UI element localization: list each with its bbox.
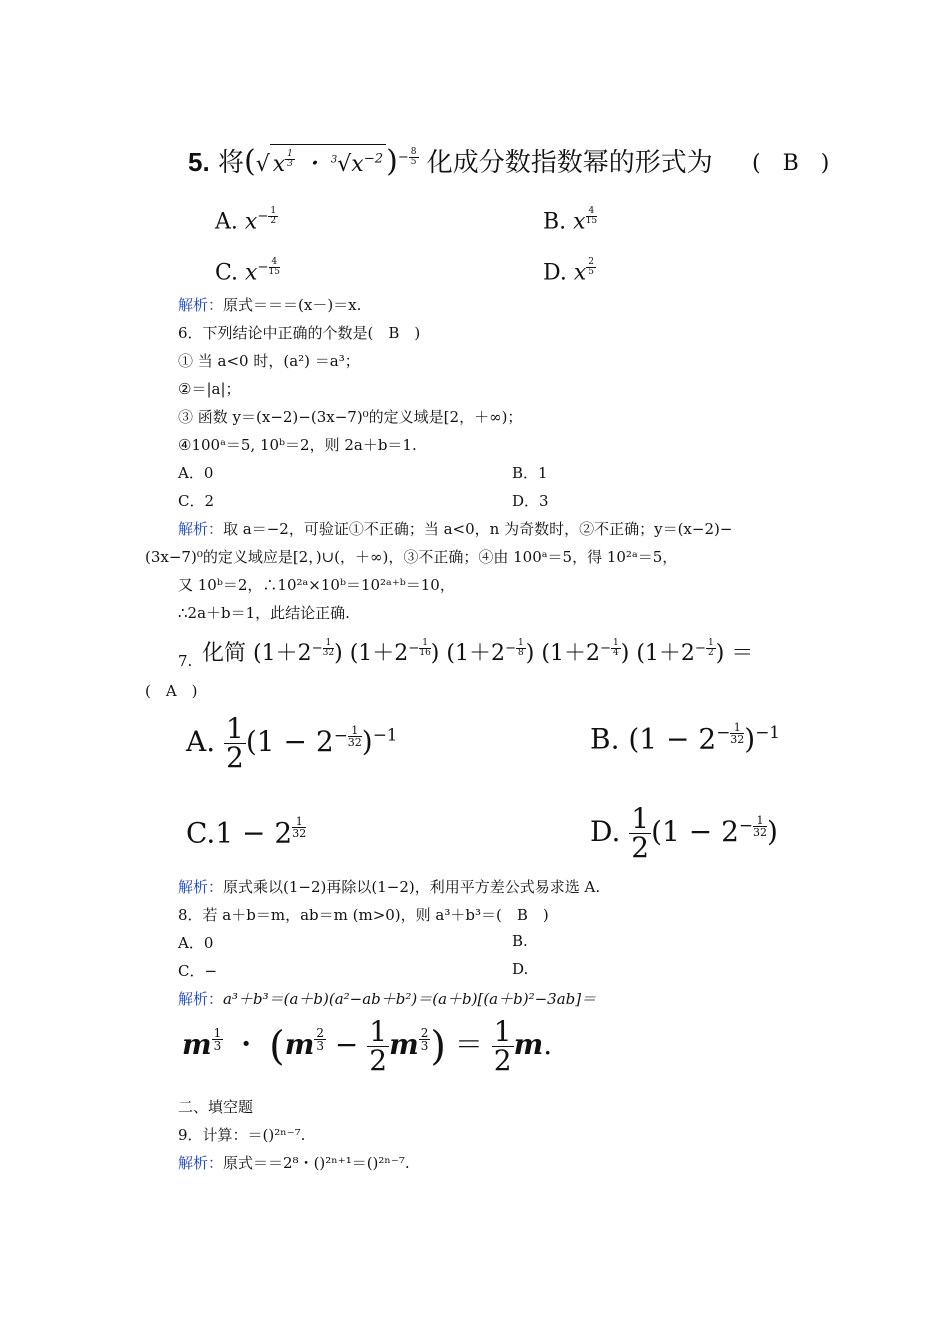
q6-option-b: B．1 xyxy=(512,464,548,482)
q6-option-d: D．3 xyxy=(512,492,549,510)
q8-solution: 解析：a³＋b³＝(a＋b)(a²−ab＋b²)＝(a＋b)[(a＋b)²−3ab]＝ xyxy=(178,990,597,1008)
q6-solution-line-1: 解析：取 a＝−2，可验证①不正确；当 a<0，n 为奇数时，②不正确；y＝(x−2)− xyxy=(178,520,733,538)
q8-option-a: A．0 xyxy=(178,934,214,952)
q8-option-d: D. xyxy=(512,960,529,978)
q8-stem: 8．若 a＋b＝m，ab＝m (m>0)，则 a³＋b³＝( B ) xyxy=(178,906,549,924)
q7-solution: 解析：原式乘以(1−2)再除以(1−2)，利用平方差公式易求选 A. xyxy=(178,878,601,896)
q6-solution-line-4: ∴2a＋b＝1，此结论正确. xyxy=(178,604,350,622)
q7-option-a: A. $\frac{1}{2}$ ($1 - 2^{- \frac{1}{32}}$ )$^{-1}$ xyxy=(186,712,398,774)
q9-stem: 9．计算：＝()²ⁿ⁻⁷. xyxy=(178,1126,306,1144)
q5-radical: √ x $^{\frac{1}{3}}$ ・ $^3√x^{-2}$ xyxy=(256,152,386,177)
q8-option-c: C．− xyxy=(178,962,218,980)
q7-option-b: B. ($1 - 2^{- \frac{1}{32}}$ )$^{-1}$ xyxy=(590,721,780,756)
q5-option-c: C. $x^{- \frac{4}{15}}$ xyxy=(215,257,280,286)
q5-solution: 解析：原式＝＝＝(x－)＝x. xyxy=(178,296,362,314)
q6-option-c: C．2 xyxy=(178,492,215,510)
q9-solution: 解析：原式＝＝2⁸・()²ⁿ⁺¹＝()²ⁿ⁻⁷. xyxy=(178,1154,410,1172)
q6-item-2: ②＝|a|； xyxy=(178,380,241,398)
q8-final-expression: m $^{\frac{1}{3}}$ ・ (m $^{\frac{2}{3}}$ − $\frac{1}{2}$ m $^{\frac{2}{3}}$ ) ＝ $\frac{1}{2}$ m. xyxy=(182,1015,553,1077)
q6-option-a: A．0 xyxy=(178,464,214,482)
q5-answer: ( B ) xyxy=(752,151,830,176)
q5-line: 5. 将(√ x $^{\frac{1}{3}}$ ・ $^3√x^{-2}$ )$^{- \frac{8}{5}}$ 化成分数指数幂的形式为 xyxy=(188,144,713,179)
q5-expression: ( xyxy=(243,144,256,179)
q6-solution-line-3: 又 10ᵇ＝2，∴10²ᵃ×10ᵇ＝10²ᵃ⁺ᵇ＝10， xyxy=(178,576,455,594)
section-title: 二、填空题 xyxy=(178,1098,254,1116)
q7-option-c: C.1 − 2 $^{\frac{1}{32}}$ xyxy=(186,815,307,850)
q5-option-a: A. $x^{- \frac{1}{2}}$ xyxy=(215,206,277,235)
q6-item-3: ③ 函数 y＝(x−2)−(3x−7)⁰的定义域是[2，＋∞)； xyxy=(178,408,523,426)
q6-item-1: ① 当 a<0 时，(a²) ＝a³； xyxy=(178,352,360,370)
q8-option-b: B. xyxy=(512,932,528,950)
q5-option-b: B. x $^{\frac{4}{15}}$ xyxy=(543,206,598,235)
q6-stem: 6．下列结论中正确的个数是( B ) xyxy=(178,324,421,342)
q7-answer: ( A ) xyxy=(145,682,198,700)
q7-option-d: D. $\frac{1}{2}$ ($1 - 2^{- \frac{1}{32}}$ ) xyxy=(590,802,778,864)
q7-number: 7. xyxy=(178,652,193,670)
q7-expression: 化简 ($1+2^{- \frac{1}{32}}$ ) ($1+2^{- \frac{1}{16}}$ ) ($1+2^{- \frac{1}{8}}$ ) ($1+2^{- \frac{1}{4}}$ ) ($1+2^{- \frac{1}{2}}$ ) ＝ xyxy=(202,637,754,666)
q6-item-4: ④100ᵃ＝5, 10ᵇ＝2，则 2a＋b＝1. xyxy=(178,436,417,454)
q5-option-d: D. x $^{\frac{2}{5}}$ xyxy=(543,257,595,286)
q6-solution-line-2: (3x−7)⁰的定义域应是[2，)∪(，＋∞)，③不正确；④由 100ᵃ＝5，得 10²ᵃ＝5， xyxy=(145,548,678,566)
